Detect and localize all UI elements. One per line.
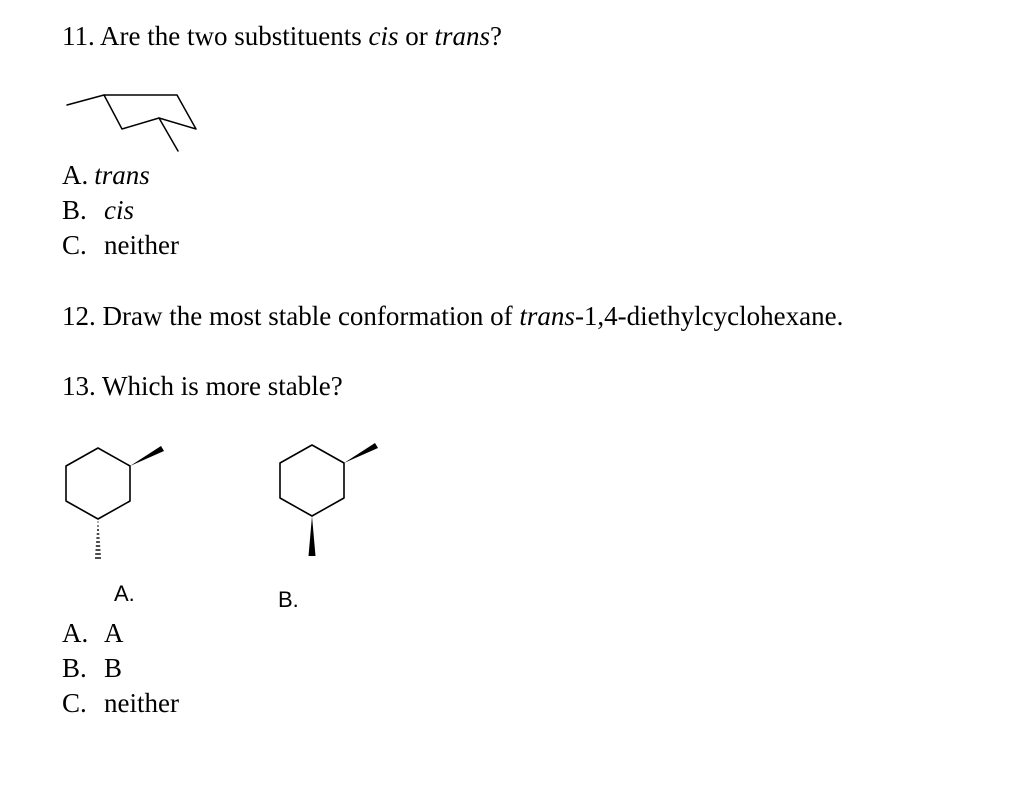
structure-label-a: A. bbox=[114, 581, 135, 606]
conjunction: or bbox=[405, 21, 428, 51]
option-text: cis bbox=[104, 195, 134, 225]
option-text: A bbox=[104, 618, 124, 648]
ring-bonds bbox=[280, 445, 344, 516]
option-text: B bbox=[104, 653, 123, 683]
question-number: 11. bbox=[62, 21, 95, 51]
option-letter: C. bbox=[62, 688, 87, 718]
cyclohexane-wedge-wedge-icon bbox=[270, 438, 380, 563]
option-letter: A. bbox=[62, 160, 89, 190]
wedge-bond bbox=[130, 446, 164, 466]
q13-option-a[interactable] bbox=[62, 617, 124, 649]
option-text: neither bbox=[104, 688, 179, 718]
option-text: neither bbox=[104, 230, 179, 260]
question-text: Which is more stable? bbox=[102, 371, 343, 401]
cyclohexane-chair-icon bbox=[62, 85, 202, 157]
q11-option-a[interactable] bbox=[62, 159, 150, 191]
option-letter: C. bbox=[62, 230, 87, 260]
q11-option-c[interactable] bbox=[62, 229, 179, 261]
q13-option-c[interactable] bbox=[62, 687, 179, 719]
term-trans: trans bbox=[519, 301, 575, 331]
question-12 bbox=[62, 300, 843, 332]
wedge-bond-bottom bbox=[309, 516, 316, 556]
question-text: Draw the most stable conformation of bbox=[102, 301, 513, 331]
compound-name: -1,4-diethylcyclohexane. bbox=[574, 301, 844, 331]
hashed-bond bbox=[95, 522, 101, 558]
ring-bonds bbox=[66, 448, 130, 519]
structure-label-b: B. bbox=[278, 587, 299, 612]
cyclohexane-wedge-hash-icon bbox=[60, 438, 170, 563]
ring-bonds bbox=[104, 95, 196, 129]
q13-option-b[interactable] bbox=[62, 652, 122, 684]
question-mark: ? bbox=[490, 21, 503, 51]
question-number: 13. bbox=[62, 371, 96, 401]
term-cis: cis bbox=[368, 21, 399, 51]
option-letter: B. bbox=[62, 195, 87, 225]
substituent-bond-left bbox=[67, 95, 104, 105]
question-text: Are the two substituents bbox=[100, 21, 362, 51]
q11-option-b[interactable] bbox=[62, 194, 134, 226]
wedge-bond-top bbox=[344, 443, 378, 463]
question-number: 12. bbox=[62, 301, 96, 331]
option-text: trans bbox=[94, 160, 150, 190]
term-trans: trans bbox=[434, 21, 491, 51]
question-13 bbox=[62, 370, 343, 402]
option-letter: B. bbox=[62, 653, 87, 683]
question-11 bbox=[62, 20, 502, 52]
option-letter: A. bbox=[62, 618, 89, 648]
